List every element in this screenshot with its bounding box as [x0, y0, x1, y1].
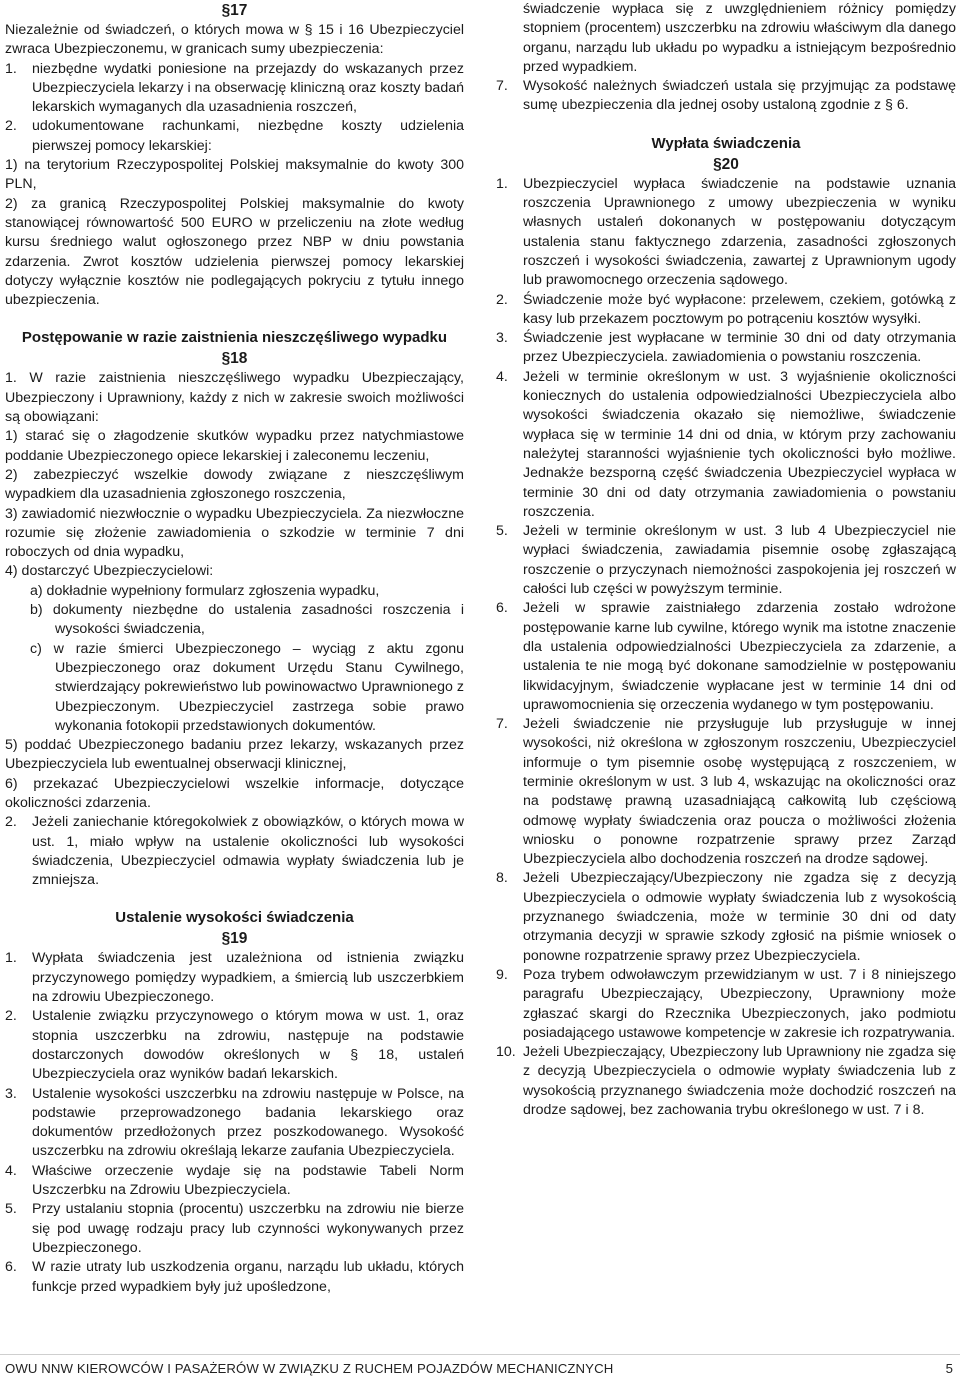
letter-item: b) dokumenty niezbędne do ustalenia zasadności roszczenia i wysokości świadczenia,: [30, 602, 464, 638]
letter-item: c) w razie śmierci Ubezpieczonego – wyciąg z aktu zgonu Ubezpieczonego oraz dokument Urzędu Stanu Cywilnego, stwierdzający pokrewieństwo lub powinowactwo Uprawnionego z Ubezpieczonym. Ubezpieczyciel zastrzega sobie prawo wykonania fotokopii przedstawionych dokumentów.: [30, 640, 464, 734]
list-item: 3. Ustalenie wysokości uszczerbku na zdrowiu następuje w Polsce, na podstawie przeprowadzonego badania lekarskiego oraz dokumentów przedłożonych przez poszkodowanego. Wysokość uszczerbku na zdrowiu określają lekarze zaufania Ubezpieczyciela.: [5, 1085, 464, 1160]
list-item: 8. Jeżeli Ubezpieczający/Ubezpieczony nie zgadza się z decyzją Ubezpieczyciela o odmowie wypłaty świadczenia lub z wysokością przyznanego świadczenia, może w terminie 30 dni od daty otrzymania decyzji w sprawie szkody zgłosić na piśmie wniosek o ponowne rozpatrzenie sprawy przez Ubezpieczyciela.: [496, 870, 956, 964]
section-18-title: Postępowanie w razie zaistnienia nieszczęśliwego wypadku: [21, 329, 448, 347]
section-17-intro: Niezależnie od świadczeń, o których mowa w § 15 i 16 Ubezpieczyciel zwraca Ubezpieczonemu, w granicach sumy ubezpieczenia:: [5, 22, 464, 58]
duty-item: 1) starać się o złagodzenie skutków wypadku przez natychmiastowe poddanie Ubezpieczonego opiece lekarskiej i zaleconemu leczeniu,: [5, 428, 464, 464]
duty-item: 3) zawiadomić niezwłocznie o wypadku Ubezpieczyciela. Za niezwłoczne rozumie się złożenie zawiadomienia o szkodzie w terminie 7 dni roboczych od dnia wypadku,: [5, 505, 464, 561]
list-item: 2. Jeżeli zaniechanie któregokolwiek z obowiązków, o których mowa w ust. 1, miało wpływ na ustalenie okoliczności lub wysokości świadczenia, Ubezpieczyciel odmawia wypłaty świadczenia lub je zmniejsza.: [5, 814, 464, 889]
duty-item: 6) przekazać Ubezpieczycielowi wszelkie informacje, dotyczące okoliczności zdarzenia.: [5, 775, 464, 811]
duty-item: 2) zabezpieczyć wszelkie dowody związane z nieszczęśliwym wypadkiem dla uzasadnienia zgłoszonego roszczenia,: [5, 466, 464, 503]
list-subitem: 1) na terytorium Rzeczypospolitej Polskiej maksymalnie do kwoty 300 PLN,: [5, 157, 464, 193]
list-item: 3. Świadczenie jest wypłacane w terminie 30 dni od daty otrzymania przez Ubezpieczyciela. zawiadomienia o powstaniu roszczenia.: [496, 330, 956, 366]
list-item: 1. Ubezpieczyciel wypłaca świadczenie na podstawie uznania roszczenia Uprawnionego z umowy ubezpieczenia w wyniku własnych ustaleń dokonanych w postępowaniu dotyczącym ustalenia stanu faktycznego zdarzenia, zasadności zgłoszonych roszczeń i wysokości świadczenia, zawartej z Uprawnionym ugody lub prawomocnego orzeczenia sądowego.: [496, 175, 956, 289]
list-item: 9. Poza trybem odwoławczym przewidzianym w ust. 7 i 8 niniejszego paragrafu Ubezpieczający, Ubezpieczony, Uprawniony może zgłaszać skargi do Rzecznika Ubezpieczonych, jako podmiotu posiadającego ustawowe kompetencje w zakresie ich rozpatrywania.: [496, 966, 956, 1041]
section-18-paragraph: 1. W razie zaistnienia nieszczęśliwego wypadku Ubezpieczający, Ubezpieczony i Uprawniony, każdy z nich w zakresie swoich możliwości są obowiązani:: [5, 370, 464, 426]
duty-item: 4) dostarczyć Ubezpieczycielowi:: [5, 563, 214, 580]
list-item: 5. Przy ustalaniu stopnia (procentu) uszczerbku na zdrowiu nie bierze się pod uwagę rodzaju pracy lub czynności wykonywanych przez Ubezpieczonego.: [5, 1201, 464, 1256]
section-20-heading: §20: [713, 155, 739, 173]
left-column: [5, 0, 464, 1297]
section-19-title: Ustalenie wysokości świadczenia: [115, 909, 354, 927]
section-20-title: Wypłata świadczenia: [651, 134, 801, 152]
list-item: 1. Wypłata świadczenia jest uzależniona od istnienia związku przyczynowego pomiędzy wypadkiem, a śmiercią lub uszczerbkiem na zdrowiu Ubezpieczonego.: [5, 950, 464, 1006]
list-item: 6. Jeżeli w sprawie zaistniałego zdarzenia zostało wdrożone postępowanie karne lub cywilne, którego wynik ma istotne znaczenie dla ustalenia odpowiedzialności Ubezpieczyciela za zdarzenie, a ustalenia te nie mogą być dokonane samodzielnie w postępowaniu likwidacyjnym, świadczenie wypłacane jest w terminie 14 dni od uprawomocnienia się orzeczenia wydanego w tym postępowaniu.: [496, 600, 956, 713]
list-item: 7. Jeżeli świadczenie nie przysługuje lub przysługuje w innej wysokości, niż określona w zgłoszonym roszczeniu, Ubezpieczyciel informuje o tym pisemnie osobę występującą z roszczeniem, w terminie określonym w ust. 3 lub 4, wskazując na okoliczności oraz na podstawę prawną uzasadniającą całkowitą lub częściową odmowę wypłaty świadczenia oraz poucza o możliwości złożenia wniosku o ponowne rozpatrzenie sprawy przez Zarząd Ubezpieczyciela albo dochodzenia roszczeń na drodze sądowej.: [496, 716, 956, 868]
section-19-heading: §19: [221, 930, 248, 948]
page-number: 5: [945, 1361, 953, 1376]
list-item: 4. Właściwe orzeczenie wydaje się na podstawie Tabeli Norm Uszczerbku na Zdrowiu Ubezpieczyciela.: [5, 1162, 464, 1199]
letter-item: a) dokładnie wypełniony formularz zgłoszenia wypadku,: [30, 582, 380, 599]
list-item: 6. W razie utraty lub uszkodzenia organu, narządu lub układu, których funkcje przed wypadkiem były już upośledzone,: [5, 1259, 464, 1295]
list-item: 10. Jeżeli Ubezpieczający, Ubezpieczony lub Uprawniony nie zgadza się z decyzją Ubezpieczyciela o odmowie wypłaty świadczenia lub z wysokością przyznanego świadczenia może dochodzić roszczeń na drodze sądowej, bez zachowania trybu określonego w ust. 7 i 8.: [496, 1044, 956, 1119]
right-column: [496, 0, 956, 1120]
list-subitem: 2) za granicą Rzeczypospolitej Polskiej maksymalnie do kwoty stanowiącej równowartość 500 EURO w przeliczeniu na złote według kursu średniego walut ogłoszonego przez NBP w dniu powstania zdarzenia. Zwrot kosztów udzielenia pierwszej pomocy lekarskiej dotyczy wyłącznie kosztów nie podlegających pokryciu z tytułu innego ubezpieczenia.: [5, 195, 464, 309]
list-item: 2. udokumentowane rachunkami, niezbędne koszty udzielenia pierwszej pomocy lekarskiej:: [5, 118, 464, 154]
list-item: 2. Ustalenie związku przyczynowego o którym mowa w ust. 1, oraz stopnia uszczerbku na zdrowiu, następuje na podstawie dostarczonych dowodów określonych w § 18, ustaleń Ubezpieczyciela oraz wyników badań lekarskich.: [5, 1008, 464, 1083]
continuation-text: świadczenie wypłaca się z uwzględnieniem różnicy pomiędzy stopniem (procentem) uszczerbku na zdrowiu właściwym dla danego organu, narządu lub układu po wypadku a istniejącym bezpośrednio przed wypadkiem.: [523, 1, 956, 75]
duty-item: 5) poddać Ubezpieczonego badaniu przez lekarzy, wskazanych przez Ubezpieczyciela lub ewentualnej obserwacji klinicznej,: [5, 737, 464, 773]
list-item: 5. Jeżeli w terminie określonym w ust. 3 lub 4 Ubezpieczyciel nie wypłaci świadczenia, zawiadamia pisemnie osobę zgłaszającą roszczenie o przyczynach niemożności zaspokojenia jej roszczeń w całości lub części w powyższym terminie.: [496, 523, 956, 598]
list-item: 2. Świadczenie może być wypłacone: przelewem, czekiem, gotówką z kasy lub przekazem pocztowym po potrąceniu kosztów wysyłki.: [496, 291, 956, 327]
section-17-heading: §17: [221, 2, 248, 19]
footer-divider: [0, 1354, 960, 1355]
list-item: 7. Wysokość należnych świadczeń ustala się przyjmując za podstawę sumę ubezpieczenia dla jednej osoby ustaloną zgodnie z § 6.: [496, 78, 956, 114]
list-item: 1. niezbędne wydatki poniesione na przejazdy do wskazanych przez Ubezpieczyciela lekarzy i na obserwację kliniczną oraz koszty badań lekarskich wymaganych dla uzasadnienia roszczeń,: [5, 60, 464, 116]
section-18-heading: §18: [221, 350, 248, 368]
footer-title: OWU NNW KIEROWCÓW I PASAŻERÓW W ZWIĄZKU Z RUCHEM POJAZDÓW MECHANICZNYCH: [5, 1361, 614, 1376]
list-item: 4. Jeżeli w terminie określonym w ust. 3 wyjaśnienie okoliczności koniecznych do ustalenia odpowiedzialności Ubezpieczyciela albo wysokości świadczenia okazało się niemożliwe, świadczenie wypłaca się w terminie 14 dni od dnia, w którym przy zachowaniu należytej staranności wyjaśnienie tych okoliczności było możliwe. Jednakże bezsporną część świadczenia Ubezpieczyciel wypłaca w terminie 30 dni od daty otrzymania zawiadomienia o powstaniu roszczenia.: [496, 368, 956, 520]
page-footer: [5, 1360, 955, 1378]
